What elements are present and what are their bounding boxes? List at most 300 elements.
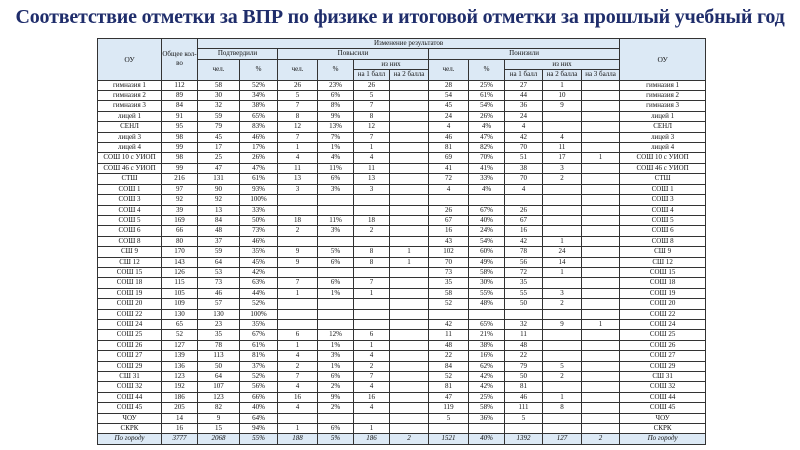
- total-cell: 126: [162, 267, 198, 277]
- raised-by1-cell: 8: [354, 111, 390, 121]
- raised-people-cell: 13: [278, 174, 318, 184]
- total-cell: 136: [162, 361, 198, 371]
- school-right-cell: СОШ 45: [620, 403, 706, 413]
- raised-by2-cell: 1: [390, 247, 429, 257]
- school-right-cell: лицей 3: [620, 132, 706, 142]
- lowered-by1-cell: 42: [505, 236, 543, 246]
- raised-by2-cell: [390, 288, 429, 298]
- raised-by2-cell: [390, 382, 429, 392]
- lowered-by2-cell: 8: [543, 403, 582, 413]
- lowered-percent-cell: 49%: [469, 257, 505, 267]
- table-row: [98, 403, 706, 413]
- confirmed-percent-cell: 100%: [240, 309, 278, 319]
- table-row: [98, 205, 706, 215]
- school-right-cell: СОШ 18: [620, 278, 706, 288]
- lowered-by3-cell: [582, 184, 620, 194]
- raised-percent-cell: [318, 413, 354, 423]
- confirmed-people-cell: 50: [198, 361, 240, 371]
- lowered-percent-cell: [469, 424, 505, 434]
- school-cell: лицей 3: [98, 132, 162, 142]
- raised-by1-cell: [354, 309, 390, 319]
- lowered-by2-cell: 4: [543, 132, 582, 142]
- raised-percent-cell: 6%: [318, 278, 354, 288]
- raised-people-cell: [278, 195, 318, 205]
- school-cell: СОШ 29: [98, 361, 162, 371]
- header-lowered-by1: на 1 балл: [505, 70, 543, 80]
- total-cell: 66: [162, 226, 198, 236]
- lowered-by1-cell: 111: [505, 403, 543, 413]
- school-cell: СОШ 15: [98, 267, 162, 277]
- lowered-by2-cell: 5: [543, 361, 582, 371]
- confirmed-people-cell: 90: [198, 184, 240, 194]
- lowered-people-cell: 54: [429, 91, 469, 101]
- confirmed-percent-cell: 50%: [240, 215, 278, 225]
- lowered-by1-cell: 26: [505, 205, 543, 215]
- lowered-people-cell: 42: [429, 319, 469, 329]
- raised-by1-cell: 12: [354, 122, 390, 132]
- total-cell: 14: [162, 413, 198, 423]
- lowered-people-cell: 102: [429, 247, 469, 257]
- school-cell: СОШ 10 с УИОП: [98, 153, 162, 163]
- raised-people-cell: 1: [278, 340, 318, 350]
- confirmed-percent-cell: 52%: [240, 299, 278, 309]
- lowered-by2-cell: [543, 215, 582, 225]
- school-right-cell: СОШ 4: [620, 205, 706, 215]
- raised-people-cell: 4: [278, 382, 318, 392]
- raised-by2-cell: [390, 299, 429, 309]
- raised-by1-cell: 8: [354, 247, 390, 257]
- header-confirmed-people: чел.: [198, 59, 240, 80]
- raised-percent-cell: 11%: [318, 215, 354, 225]
- lowered-by3-cell: 2: [582, 434, 620, 444]
- school-cell: СОШ 1: [98, 184, 162, 194]
- lowered-by3-cell: 1: [582, 153, 620, 163]
- lowered-percent-cell: 41%: [469, 163, 505, 173]
- lowered-people-cell: [429, 424, 469, 434]
- lowered-by1-cell: 72: [505, 267, 543, 277]
- total-cell: 98: [162, 153, 198, 163]
- school-right-cell: СОШ 44: [620, 392, 706, 402]
- raised-people-cell: 4: [278, 403, 318, 413]
- lowered-by2-cell: [543, 226, 582, 236]
- table-row: [98, 351, 706, 361]
- lowered-by3-cell: [582, 195, 620, 205]
- raised-people-cell: [278, 205, 318, 215]
- raised-percent-cell: 8%: [318, 101, 354, 111]
- raised-by1-cell: 11: [354, 163, 390, 173]
- total-cell: 92: [162, 195, 198, 205]
- raised-people-cell: 2: [278, 361, 318, 371]
- lowered-percent-cell: 47%: [469, 132, 505, 142]
- confirmed-percent-cell: 46%: [240, 132, 278, 142]
- confirmed-percent-cell: 94%: [240, 424, 278, 434]
- lowered-by3-cell: [582, 101, 620, 111]
- confirmed-people-cell: 47: [198, 163, 240, 173]
- raised-percent-cell: [318, 267, 354, 277]
- lowered-by3-cell: [582, 111, 620, 121]
- lowered-people-cell: 73: [429, 267, 469, 277]
- table-row: [98, 195, 706, 205]
- confirmed-people-cell: 46: [198, 288, 240, 298]
- lowered-percent-cell: 4%: [469, 122, 505, 132]
- raised-by2-cell: [390, 163, 429, 173]
- raised-by1-cell: 13: [354, 174, 390, 184]
- raised-by1-cell: 1: [354, 288, 390, 298]
- raised-percent-cell: [318, 319, 354, 329]
- lowered-percent-cell: 60%: [469, 247, 505, 257]
- school-right-cell: СОШ 5: [620, 215, 706, 225]
- school-cell: гимназия 1: [98, 80, 162, 90]
- school-cell: СОШ 19: [98, 288, 162, 298]
- raised-by1-cell: [354, 319, 390, 329]
- table-row: [98, 111, 706, 121]
- school-cell: СОШ 24: [98, 319, 162, 329]
- lowered-by2-cell: 14: [543, 257, 582, 267]
- raised-by2-cell: [390, 195, 429, 205]
- lowered-by2-cell: 3: [543, 163, 582, 173]
- confirmed-percent-cell: 56%: [240, 382, 278, 392]
- lowered-percent-cell: 36%: [469, 413, 505, 423]
- raised-by2-cell: [390, 132, 429, 142]
- lowered-people-cell: 4: [429, 184, 469, 194]
- lowered-people-cell: 11: [429, 330, 469, 340]
- school-right-cell: лицей 4: [620, 143, 706, 153]
- confirmed-percent-cell: 38%: [240, 101, 278, 111]
- header-lowered-by2: на 2 балла: [543, 70, 582, 80]
- raised-people-cell: 1: [278, 424, 318, 434]
- raised-by1-cell: 4: [354, 351, 390, 361]
- raised-percent-cell: 6%: [318, 91, 354, 101]
- confirmed-percent-cell: 35%: [240, 319, 278, 329]
- lowered-by3-cell: [582, 236, 620, 246]
- total-cell: 109: [162, 299, 198, 309]
- school-cell: СТШ: [98, 174, 162, 184]
- raised-by1-cell: [354, 413, 390, 423]
- school-right-cell: лицей 1: [620, 111, 706, 121]
- school-right-cell: СОШ 29: [620, 361, 706, 371]
- school-right-cell: СОШ 27: [620, 351, 706, 361]
- lowered-by3-cell: [582, 205, 620, 215]
- confirmed-people-cell: 131: [198, 174, 240, 184]
- raised-by2-cell: [390, 424, 429, 434]
- raised-by2-cell: [390, 372, 429, 382]
- raised-by2-cell: [390, 351, 429, 361]
- school-cell: СОШ 20: [98, 299, 162, 309]
- raised-people-cell: 7: [278, 132, 318, 142]
- header-lowered-percent: %: [469, 59, 505, 80]
- raised-people-cell: [278, 319, 318, 329]
- raised-people-cell: 5: [278, 91, 318, 101]
- table-row: [98, 309, 706, 319]
- raised-people-cell: 16: [278, 392, 318, 402]
- lowered-percent-cell: 26%: [469, 111, 505, 121]
- confirmed-percent-cell: 35%: [240, 247, 278, 257]
- raised-by1-cell: 4: [354, 403, 390, 413]
- school-cell: СОШ 4: [98, 205, 162, 215]
- total-cell: 39: [162, 205, 198, 215]
- lowered-people-cell: 67: [429, 215, 469, 225]
- lowered-percent-cell: 54%: [469, 101, 505, 111]
- school-cell: СОШ 27: [98, 351, 162, 361]
- lowered-percent-cell: 30%: [469, 278, 505, 288]
- lowered-percent-cell: 62%: [469, 361, 505, 371]
- lowered-people-cell: 58: [429, 288, 469, 298]
- table-row: [98, 340, 706, 350]
- raised-by1-cell: 8: [354, 257, 390, 267]
- confirmed-people-cell: 53: [198, 267, 240, 277]
- confirmed-percent-cell: 63%: [240, 278, 278, 288]
- school-cell: СОШ 44: [98, 392, 162, 402]
- lowered-by1-cell: [505, 424, 543, 434]
- lowered-by2-cell: 9: [543, 101, 582, 111]
- raised-people-cell: 7: [278, 372, 318, 382]
- raised-by2-cell: [390, 403, 429, 413]
- lowered-by1-cell: 16: [505, 226, 543, 236]
- confirmed-people-cell: 113: [198, 351, 240, 361]
- lowered-by3-cell: [582, 361, 620, 371]
- lowered-by1-cell: 79: [505, 361, 543, 371]
- lowered-people-cell: 119: [429, 403, 469, 413]
- school-cell: СКРК: [98, 424, 162, 434]
- school-right-cell: СОШ 32: [620, 382, 706, 392]
- confirmed-people-cell: 30: [198, 91, 240, 101]
- raised-by1-cell: 2: [354, 226, 390, 236]
- raised-by1-cell: 7: [354, 278, 390, 288]
- raised-percent-cell: 4%: [318, 153, 354, 163]
- lowered-by3-cell: [582, 299, 620, 309]
- lowered-by3-cell: [582, 267, 620, 277]
- raised-by1-cell: 3: [354, 184, 390, 194]
- lowered-by3-cell: [582, 403, 620, 413]
- raised-people-cell: [278, 299, 318, 309]
- lowered-percent-cell: 33%: [469, 174, 505, 184]
- raised-percent-cell: 3%: [318, 351, 354, 361]
- raised-by1-cell: 6: [354, 330, 390, 340]
- raised-by2-cell: [390, 413, 429, 423]
- lowered-percent-cell: 70%: [469, 153, 505, 163]
- school-cell: лицей 1: [98, 111, 162, 121]
- raised-percent-cell: 1%: [318, 143, 354, 153]
- raised-by2-cell: [390, 392, 429, 402]
- raised-by2-cell: [390, 205, 429, 215]
- lowered-by3-cell: [582, 215, 620, 225]
- total-cell: 52: [162, 330, 198, 340]
- lowered-people-cell: 26: [429, 205, 469, 215]
- lowered-by3-cell: [582, 91, 620, 101]
- raised-by2-cell: [390, 111, 429, 121]
- confirmed-percent-cell: 17%: [240, 143, 278, 153]
- lowered-by1-cell: 5: [505, 413, 543, 423]
- total-cell: 130: [162, 309, 198, 319]
- lowered-by3-cell: [582, 330, 620, 340]
- table-row: [98, 247, 706, 257]
- school-cell: СОШ 45: [98, 403, 162, 413]
- raised-by2-cell: [390, 80, 429, 90]
- lowered-by2-cell: 1: [543, 236, 582, 246]
- school-right-cell: СТШ: [620, 174, 706, 184]
- lowered-by3-cell: [582, 257, 620, 267]
- lowered-people-cell: 52: [429, 299, 469, 309]
- table-row: [98, 278, 706, 288]
- raised-by2-cell: [390, 215, 429, 225]
- lowered-people-cell: 81: [429, 143, 469, 153]
- lowered-by2-cell: 9: [543, 319, 582, 329]
- table-row: [98, 215, 706, 225]
- confirmed-percent-cell: 33%: [240, 205, 278, 215]
- lowered-by1-cell: 70: [505, 143, 543, 153]
- raised-people-cell: 7: [278, 101, 318, 111]
- lowered-percent-cell: 40%: [469, 215, 505, 225]
- lowered-by2-cell: 127: [543, 434, 582, 444]
- school-cell: гимназия 3: [98, 101, 162, 111]
- school-cell: СОШ 3: [98, 195, 162, 205]
- raised-by1-cell: [354, 205, 390, 215]
- raised-percent-cell: 2%: [318, 382, 354, 392]
- school-right-cell: ЧОУ: [620, 413, 706, 423]
- raised-by2-cell: [390, 122, 429, 132]
- raised-people-cell: 9: [278, 257, 318, 267]
- lowered-by1-cell: 50: [505, 299, 543, 309]
- table-row: [98, 143, 706, 153]
- lowered-by2-cell: [543, 111, 582, 121]
- raised-by1-cell: 1: [354, 143, 390, 153]
- confirmed-percent-cell: 93%: [240, 184, 278, 194]
- header-raised: Повысили: [278, 49, 429, 59]
- raised-percent-cell: 11%: [318, 163, 354, 173]
- confirmed-people-cell: 82: [198, 403, 240, 413]
- raised-percent-cell: 6%: [318, 372, 354, 382]
- lowered-by3-cell: [582, 174, 620, 184]
- confirmed-people-cell: 15: [198, 424, 240, 434]
- total-cell: 216: [162, 174, 198, 184]
- raised-by2-cell: [390, 278, 429, 288]
- lowered-people-cell: 72: [429, 174, 469, 184]
- table-row: [98, 319, 706, 329]
- confirmed-percent-cell: 61%: [240, 174, 278, 184]
- raised-by1-cell: [354, 236, 390, 246]
- raised-by1-cell: 4: [354, 153, 390, 163]
- school-right-cell: гимназия 3: [620, 101, 706, 111]
- total-cell: 98: [162, 132, 198, 142]
- confirmed-people-cell: 64: [198, 257, 240, 267]
- lowered-by2-cell: [543, 382, 582, 392]
- raised-by1-cell: 16: [354, 392, 390, 402]
- raised-people-cell: 3: [278, 184, 318, 194]
- lowered-by2-cell: 2: [543, 299, 582, 309]
- raised-percent-cell: [318, 309, 354, 319]
- lowered-percent-cell: 25%: [469, 80, 505, 90]
- lowered-people-cell: 70: [429, 257, 469, 267]
- raised-by1-cell: 4: [354, 382, 390, 392]
- confirmed-percent-cell: 42%: [240, 267, 278, 277]
- confirmed-percent-cell: 73%: [240, 226, 278, 236]
- lowered-by1-cell: 46: [505, 392, 543, 402]
- lowered-by3-cell: [582, 340, 620, 350]
- raised-by2-cell: [390, 153, 429, 163]
- confirmed-people-cell: 37: [198, 236, 240, 246]
- lowered-percent-cell: 58%: [469, 403, 505, 413]
- raised-by1-cell: 1: [354, 340, 390, 350]
- raised-by1-cell: 1: [354, 424, 390, 434]
- total-cell: 139: [162, 351, 198, 361]
- lowered-people-cell: 1521: [429, 434, 469, 444]
- lowered-people-cell: 35: [429, 278, 469, 288]
- raised-people-cell: [278, 236, 318, 246]
- lowered-percent-cell: 24%: [469, 226, 505, 236]
- total-cell: 84: [162, 101, 198, 111]
- lowered-by2-cell: [543, 205, 582, 215]
- lowered-by2-cell: 2: [543, 174, 582, 184]
- school-right-cell: СОШ 10 с УИОП: [620, 153, 706, 163]
- lowered-by1-cell: 50: [505, 372, 543, 382]
- lowered-percent-cell: 61%: [469, 91, 505, 101]
- lowered-people-cell: 5: [429, 413, 469, 423]
- raised-by2-cell: [390, 143, 429, 153]
- lowered-people-cell: 47: [429, 392, 469, 402]
- confirmed-people-cell: 57: [198, 299, 240, 309]
- table-row: [98, 267, 706, 277]
- raised-by2-cell: [390, 361, 429, 371]
- confirmed-percent-cell: 66%: [240, 392, 278, 402]
- raised-by1-cell: [354, 267, 390, 277]
- total-cell: 3777: [162, 434, 198, 444]
- raised-percent-cell: 12%: [318, 330, 354, 340]
- lowered-people-cell: 4: [429, 122, 469, 132]
- lowered-percent-cell: 67%: [469, 205, 505, 215]
- raised-percent-cell: 23%: [318, 80, 354, 90]
- lowered-by1-cell: 48: [505, 340, 543, 350]
- school-right-cell: СОШ 8: [620, 236, 706, 246]
- table-row: [98, 257, 706, 267]
- lowered-by3-cell: [582, 143, 620, 153]
- confirmed-people-cell: 78: [198, 340, 240, 350]
- lowered-percent-cell: 21%: [469, 330, 505, 340]
- total-cell: 80: [162, 236, 198, 246]
- lowered-people-cell: 41: [429, 163, 469, 173]
- results-table: [97, 38, 706, 445]
- lowered-by1-cell: 1392: [505, 434, 543, 444]
- school-right-cell: гимназия 1: [620, 80, 706, 90]
- raised-by2-cell: [390, 226, 429, 236]
- confirmed-percent-cell: 47%: [240, 163, 278, 173]
- school-cell: СОШ 6: [98, 226, 162, 236]
- lowered-people-cell: 24: [429, 111, 469, 121]
- confirmed-people-cell: 73: [198, 278, 240, 288]
- lowered-by2-cell: 24: [543, 247, 582, 257]
- confirmed-people-cell: 35: [198, 330, 240, 340]
- lowered-by3-cell: [582, 351, 620, 361]
- confirmed-percent-cell: 52%: [240, 372, 278, 382]
- lowered-people-cell: 81: [429, 382, 469, 392]
- school-right-cell: По городу: [620, 434, 706, 444]
- lowered-percent-cell: 4%: [469, 184, 505, 194]
- school-cell: ЧОУ: [98, 413, 162, 423]
- table-row: [98, 226, 706, 236]
- lowered-by3-cell: [582, 163, 620, 173]
- school-cell: лицей 4: [98, 143, 162, 153]
- confirmed-percent-cell: 52%: [240, 80, 278, 90]
- lowered-by1-cell: 44: [505, 91, 543, 101]
- page-title: Соответствие отметки за ВПР по физике и итоговой отметки за прошлый учебный год: [15, 6, 785, 28]
- lowered-by1-cell: 24: [505, 111, 543, 121]
- lowered-by1-cell: 67: [505, 215, 543, 225]
- raised-percent-cell: 13%: [318, 122, 354, 132]
- raised-people-cell: 1: [278, 288, 318, 298]
- confirmed-percent-cell: 55%: [240, 434, 278, 444]
- raised-people-cell: 11: [278, 163, 318, 173]
- header-confirmed: Подтвердили: [198, 49, 278, 59]
- lowered-people-cell: [429, 309, 469, 319]
